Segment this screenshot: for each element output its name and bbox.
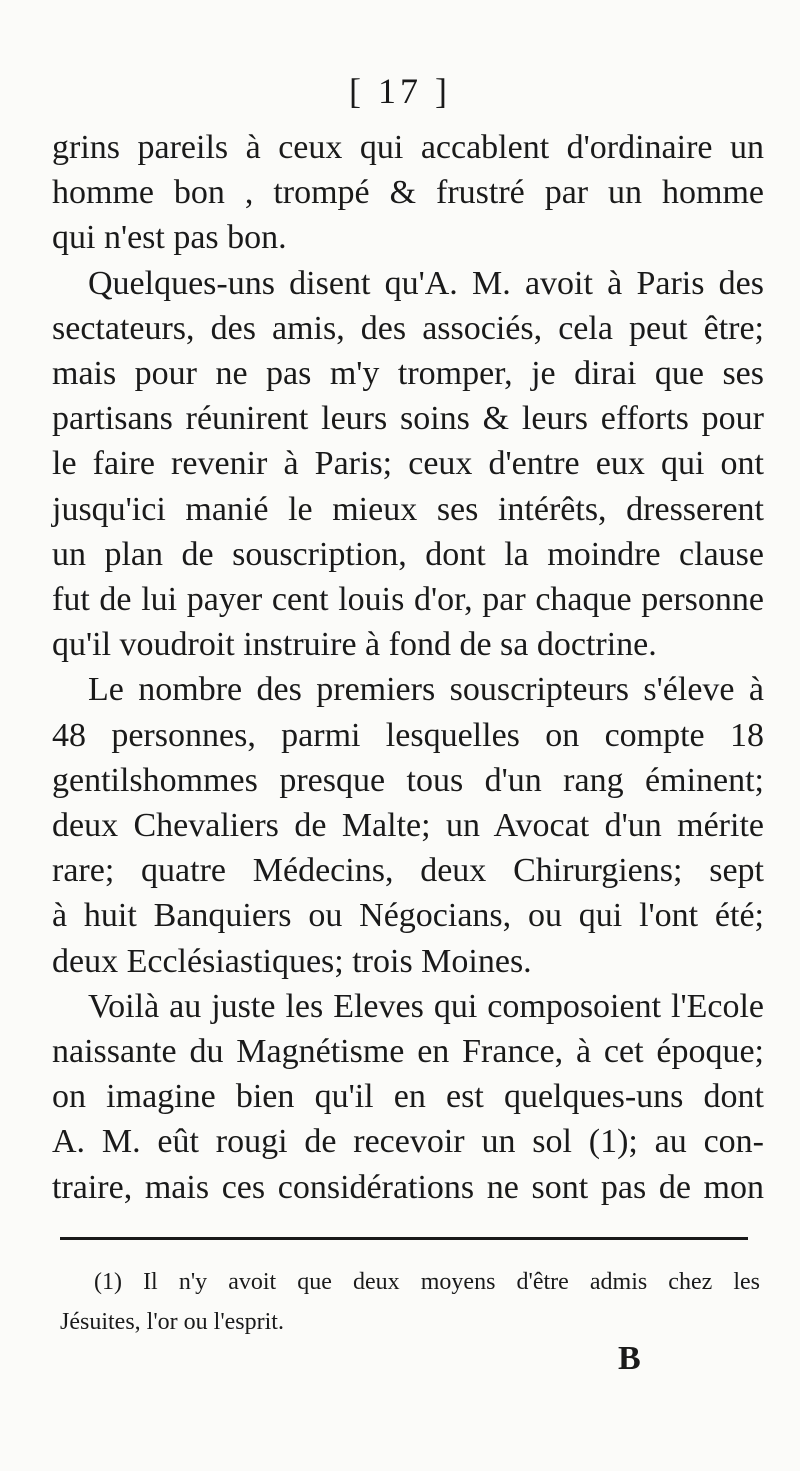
text-line: deux Chevaliers de Malte; un Avocat d'un mérite xyxy=(52,807,764,845)
text-line: homme bon , trompé & frustré par un homme xyxy=(52,174,764,212)
text-line: A. M. eût rougi de recevoir un sol (1); au con- xyxy=(52,1123,764,1161)
text-line: traire, mais ces considérations ne sont pas de mon xyxy=(52,1168,764,1206)
text-line: à huit Banquiers ou Négocians, ou qui l'ont été; xyxy=(52,897,764,935)
footnote-line: Jésuites, l'or ou l'esprit. xyxy=(60,1309,284,1335)
text-line: un plan de souscription, dont la moindre clause xyxy=(52,535,764,573)
page-number: [ 17 ] xyxy=(349,71,451,111)
body-text xyxy=(52,125,764,1210)
text-line: qu'il voudroit instruire à fond de sa doctrine. xyxy=(52,626,657,664)
text-line: 48 personnes, parmi lesquelles on compte 18 xyxy=(52,716,764,754)
footnote-rule xyxy=(60,1237,748,1240)
text-line: partisans réunirent leurs soins & leurs efforts pour xyxy=(52,400,764,438)
text-line: le faire revenir à Paris; ceux d'entre eux qui ont xyxy=(52,445,764,483)
text-line: sectateurs, des amis, des associés, cela peut être; xyxy=(52,309,764,347)
signature-mark: B xyxy=(618,1340,641,1377)
text-line: naissante du Magnétisme en France, à cet époque; xyxy=(52,1033,764,1071)
footnote-line: (1) Il n'y avoit que deux moyens d'être admis chez les xyxy=(94,1269,760,1295)
text-line: on imagine bien qu'il en est quelques-uns dont xyxy=(52,1078,764,1116)
footnote xyxy=(60,1262,760,1342)
text-line: Quelques-uns disent qu'A. M. avoit à Paris des xyxy=(88,264,764,302)
text-line: rare; quatre Médecins, deux Chirurgiens; sept xyxy=(52,852,764,890)
text-line: jusqu'ici manié le mieux ses intérêts, dresserent xyxy=(52,490,764,528)
text-line: qui n'est pas bon. xyxy=(52,219,287,257)
text-line: deux Ecclésiastiques; trois Moines. xyxy=(52,942,532,980)
text-line: fut de lui payer cent louis d'or, par chaque personne xyxy=(52,581,764,619)
text-line: gentilshommes presque tous d'un rang éminent; xyxy=(52,761,764,799)
text-line: grins pareils à ceux qui accablent d'ordinaire un xyxy=(52,129,764,166)
text-line: mais pour ne pas m'y tromper, je dirai que ses xyxy=(52,355,764,393)
text-line: Le nombre des premiers souscripteurs s'éleve à xyxy=(88,671,764,709)
text-line: Voilà au juste les Eleves qui composoient l'Ecole xyxy=(88,987,764,1025)
